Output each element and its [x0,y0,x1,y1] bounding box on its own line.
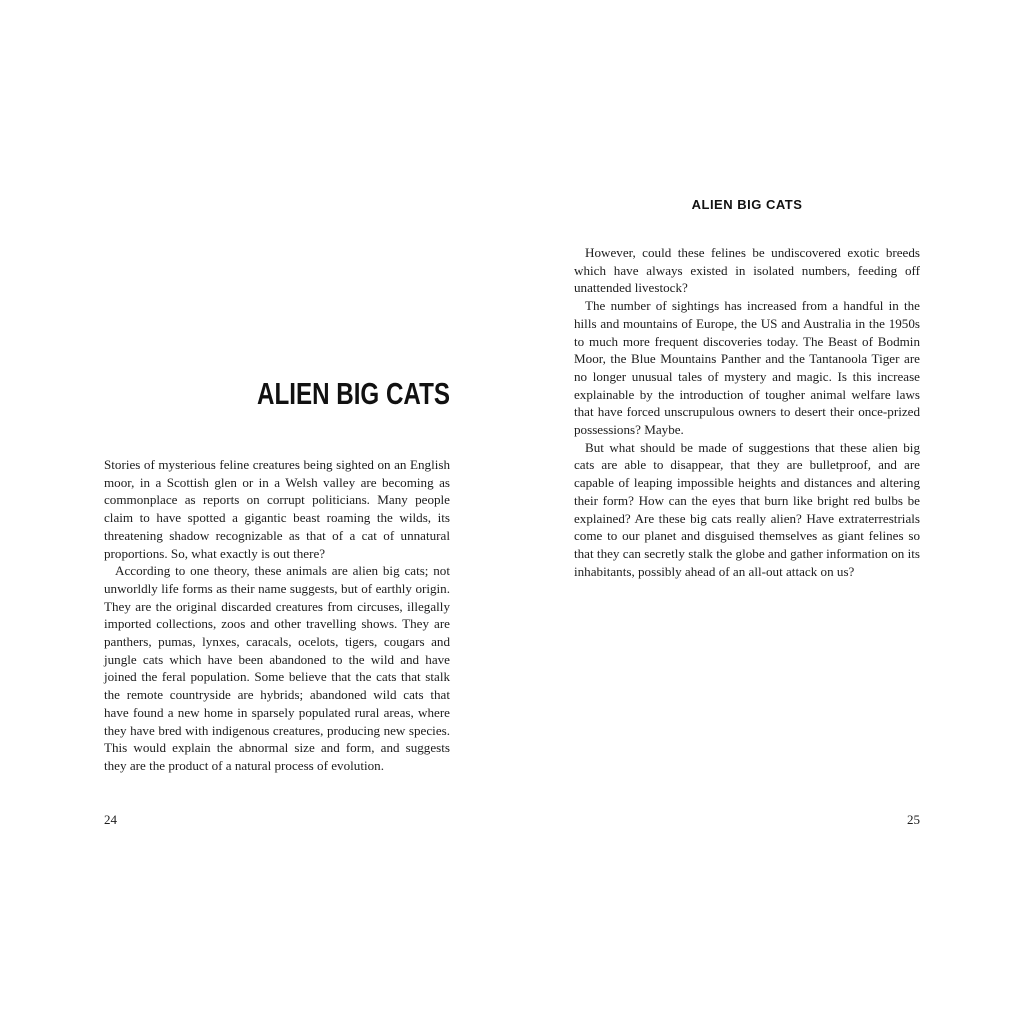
page-number-right: 25 [907,812,920,827]
paragraph: However, could these felines be undiscovered exotic breeds which have always existed in isolated numbers, feeding off unattended livestock? [574,245,920,296]
page-number-left: 24 [104,812,117,827]
left-page-body [104,456,450,775]
running-head: ALIEN BIG CATS [691,197,803,212]
paragraph: According to one theory, these animals are alien big cats; not unworldly life forms as their name suggests, but of earthly origin. They are the original discarded creatures from circuses, illegally imported collections, zoos and other travelling shows. They are panthers, pumas, lynxes, caracals, ocelots, tigers, cougars and jungle cats which have been abandoned to the wild and have joined the feral population. Some believe that the cats that stalk the remote countryside are hybrids; abandoned wild cats that have found a new home in sparsely populated rural areas, where they have bred with indigenous creatures, producing new species. This would explain the abnormal size and form, and suggests they are the product of a natural process of evolution. [104,563,450,773]
chapter-title: ALIEN BIG CATS [256,376,450,411]
right-page-body [574,244,920,580]
paragraph: Stories of mysterious feline creatures being sighted on an English moor, in a Scottish glen or in a Welsh valley are becoming as commonplace as reports on corrupt politicians. Many people claim to have spotted a gigantic beast roaming the wilds, its threatening shadow recognizable as that of a cat of unnatural proportions. So, what exactly is out there? [104,457,450,561]
right-page [512,0,1024,1024]
paragraph: The number of sightings has increased from a handful in the hills and mountains of Europe, the US and Australia in the 1950s to much more frequent discoveries today. The Beast of Bodmin Moor, the Blue Mountains Panther and the Tantanoola Tiger are no longer unusual tales of mystery and magic. Is this increase explainable by the introduction of tougher animal welfare laws that have forced unscrupulous owners to desert their once-prized possessions? Maybe. [574,298,920,438]
paragraph: But what should be made of suggestions that these alien big cats are able to disappear, that they are bulletproof, and are capable of leaping impossible heights and distances and altering their form? How can the eyes that burn like bright red bulbs be explained? Are these big cats really alien? Have extraterrestrials come to our planet and disguised themselves as giant felines so that they can secretly stalk the globe and gather information on its inhabitants, possibly ahead of an all-out attack on us? [574,439,920,579]
